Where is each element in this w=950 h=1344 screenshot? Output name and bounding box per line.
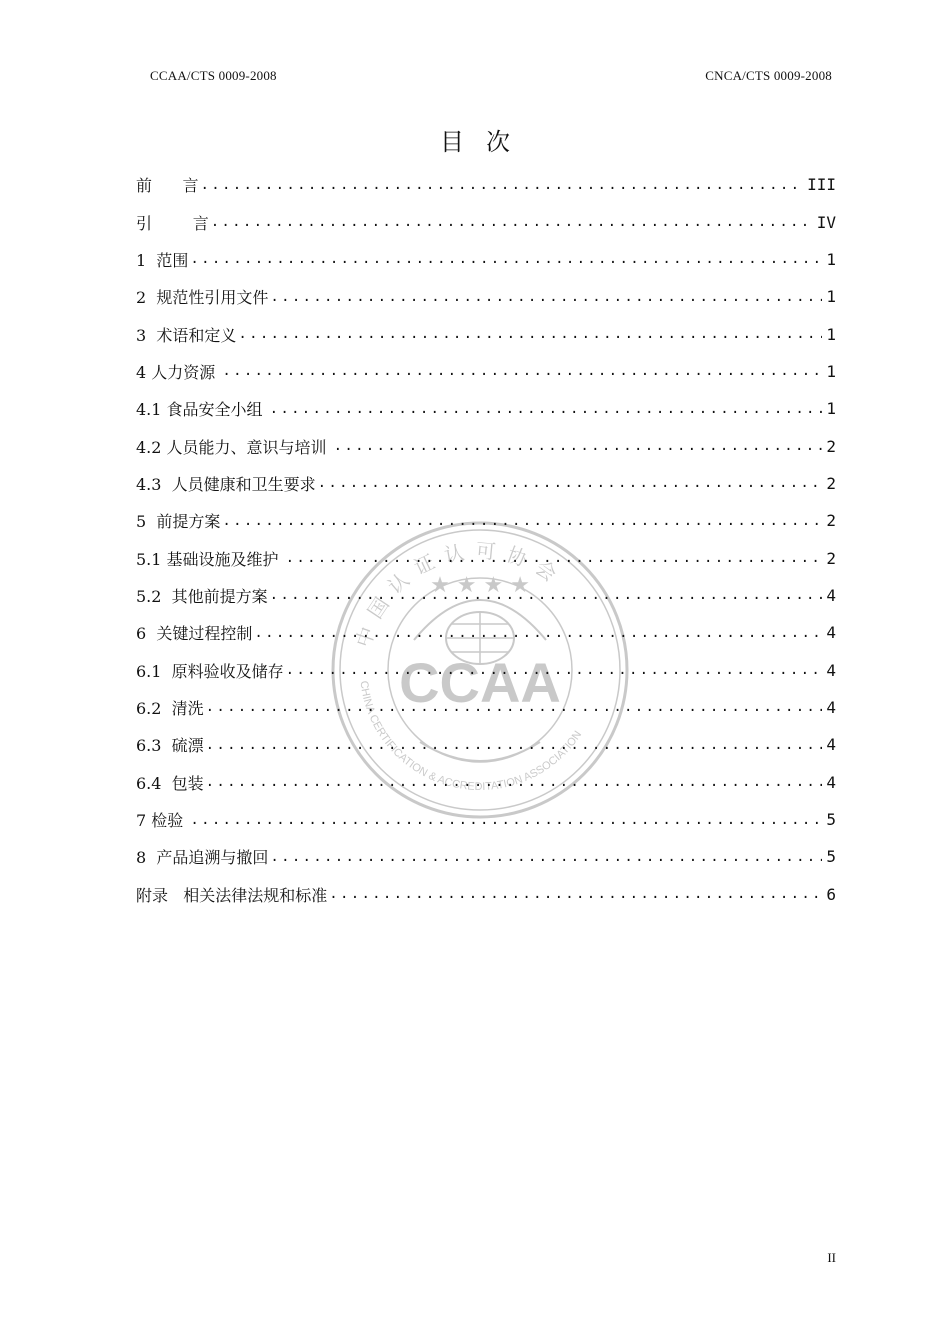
toc-entry-page: 5 xyxy=(826,847,836,867)
toc-entry-page: 4 xyxy=(826,772,836,792)
toc-entry[interactable] xyxy=(136,801,836,838)
toc-entry[interactable] xyxy=(136,689,836,726)
seal-bottom-arc-text: CHINA CERTIFICATION & ACCREDITATION ASSOCIATION xyxy=(357,680,585,794)
toc-entry[interactable] xyxy=(136,614,836,651)
toc-entry-page: 1 xyxy=(826,249,836,269)
toc-entry-label: 5.1 基础设施及维护 xyxy=(136,549,284,569)
toc-leader-dots xyxy=(268,585,823,605)
toc-entry-label: 7 检验 xyxy=(136,811,189,831)
toc-entry[interactable] xyxy=(136,278,836,315)
toc-entry-label: 8 产品追溯与撤回 xyxy=(136,848,269,868)
toc-entry-label: 4.3 人员健康和卫生要求 xyxy=(136,474,316,494)
toc-entry-page: III xyxy=(807,175,836,195)
toc-entry-label: 6.1 原料验收及储存 xyxy=(136,661,284,681)
toc-entry-label: 4.1 食品安全小组 xyxy=(136,400,268,420)
toc-entry-page: 4 xyxy=(826,585,836,605)
header-right-code: CNCA/CTS 0009-2008 xyxy=(705,68,832,83)
page-title: 目次 xyxy=(440,128,532,156)
toc-entry-label: 6.4 包装 xyxy=(136,773,204,793)
toc-entry[interactable] xyxy=(136,203,836,240)
toc-entry-label: 5 前提方案 xyxy=(136,512,221,532)
toc-entry-page: 2 xyxy=(826,548,836,568)
toc-entry[interactable] xyxy=(136,726,836,763)
toc-entry-page: 1 xyxy=(826,287,836,307)
toc-leader-dots xyxy=(327,884,822,904)
toc-entry[interactable] xyxy=(136,241,836,278)
seal-stars: ★ ★ ★ ★ xyxy=(430,573,530,598)
toc-leader-dots xyxy=(268,847,822,867)
toc-entry[interactable] xyxy=(136,502,836,539)
toc-leader-dots xyxy=(236,324,822,344)
toc-leader-dots xyxy=(268,399,823,419)
toc-entry-page: 4 xyxy=(826,697,836,717)
toc-leader-dots xyxy=(252,623,822,643)
toc-leader-dots xyxy=(209,212,813,232)
toc-entry-label: 6 关键过程控制 xyxy=(136,624,253,644)
toc-entry-page: 5 xyxy=(826,810,836,830)
toc-entry-page: 1 xyxy=(826,399,836,419)
table-of-contents xyxy=(136,166,836,913)
toc-leader-dots xyxy=(204,735,823,755)
toc-entry-page: 6 xyxy=(826,884,836,904)
toc-entry-page: 4 xyxy=(826,660,836,680)
seal-top-arc-text: 中国认证认可协会 xyxy=(350,538,570,651)
toc-entry-page: 1 xyxy=(826,324,836,344)
toc-entry-page: 2 xyxy=(826,436,836,456)
toc-entry-page: 1 xyxy=(826,361,836,381)
toc-entry-label: 3 术语和定义 xyxy=(136,325,237,345)
toc-leader-dots xyxy=(284,660,823,680)
seal-ccaa-text: CCAA xyxy=(399,651,561,714)
toc-entry[interactable] xyxy=(136,764,836,801)
toc-entry-page: 4 xyxy=(826,623,836,643)
toc-leader-dots xyxy=(332,436,823,456)
toc-entry[interactable] xyxy=(136,838,836,875)
toc-entry-label: 2 规范性引用文件 xyxy=(136,288,269,308)
toc-leader-dots xyxy=(204,772,823,792)
toc-entry-label: 4 人力资源 xyxy=(136,362,221,382)
toc-entry[interactable] xyxy=(136,539,836,576)
toc-entry[interactable] xyxy=(136,390,836,427)
toc-leader-dots xyxy=(204,697,823,717)
toc-entry-label: 4.2 人员能力、意识与培训 xyxy=(136,437,332,457)
toc-entry-label: 附录 相关法律法规和标准 xyxy=(136,885,328,905)
toc-leader-dots xyxy=(188,810,822,830)
page-number: II xyxy=(827,1250,836,1265)
toc-entry[interactable] xyxy=(136,651,836,688)
toc-leader-dots xyxy=(220,361,822,381)
header-left-code: CCAA/CTS 0009-2008 xyxy=(150,68,277,83)
toc-entry[interactable] xyxy=(136,427,836,464)
toc-entry[interactable] xyxy=(136,577,836,614)
toc-leader-dots xyxy=(199,175,804,195)
toc-entry-label: 前 言 xyxy=(136,176,199,196)
toc-entry[interactable] xyxy=(136,166,836,203)
toc-entry[interactable] xyxy=(136,465,836,502)
toc-leader-dots xyxy=(220,511,822,531)
toc-entry-page: IV xyxy=(816,212,836,232)
toc-leader-dots xyxy=(284,548,823,568)
toc-entry-label: 引 言 xyxy=(136,213,209,233)
toc-entry-label: 1 范围 xyxy=(136,250,189,270)
toc-entry-label: 6.2 清洗 xyxy=(136,698,204,718)
toc-entry[interactable] xyxy=(136,315,836,352)
toc-entry-label: 6.3 硫漂 xyxy=(136,736,204,756)
toc-entry-label: 5.2 其他前提方案 xyxy=(136,586,268,606)
toc-entry[interactable] xyxy=(136,876,836,913)
toc-entry[interactable] xyxy=(136,353,836,390)
toc-entry-page: 2 xyxy=(826,473,836,493)
toc-entry-page: 2 xyxy=(826,511,836,531)
toc-leader-dots xyxy=(188,249,822,269)
toc-leader-dots xyxy=(316,473,823,493)
toc-entry-page: 4 xyxy=(826,735,836,755)
toc-leader-dots xyxy=(268,287,822,307)
